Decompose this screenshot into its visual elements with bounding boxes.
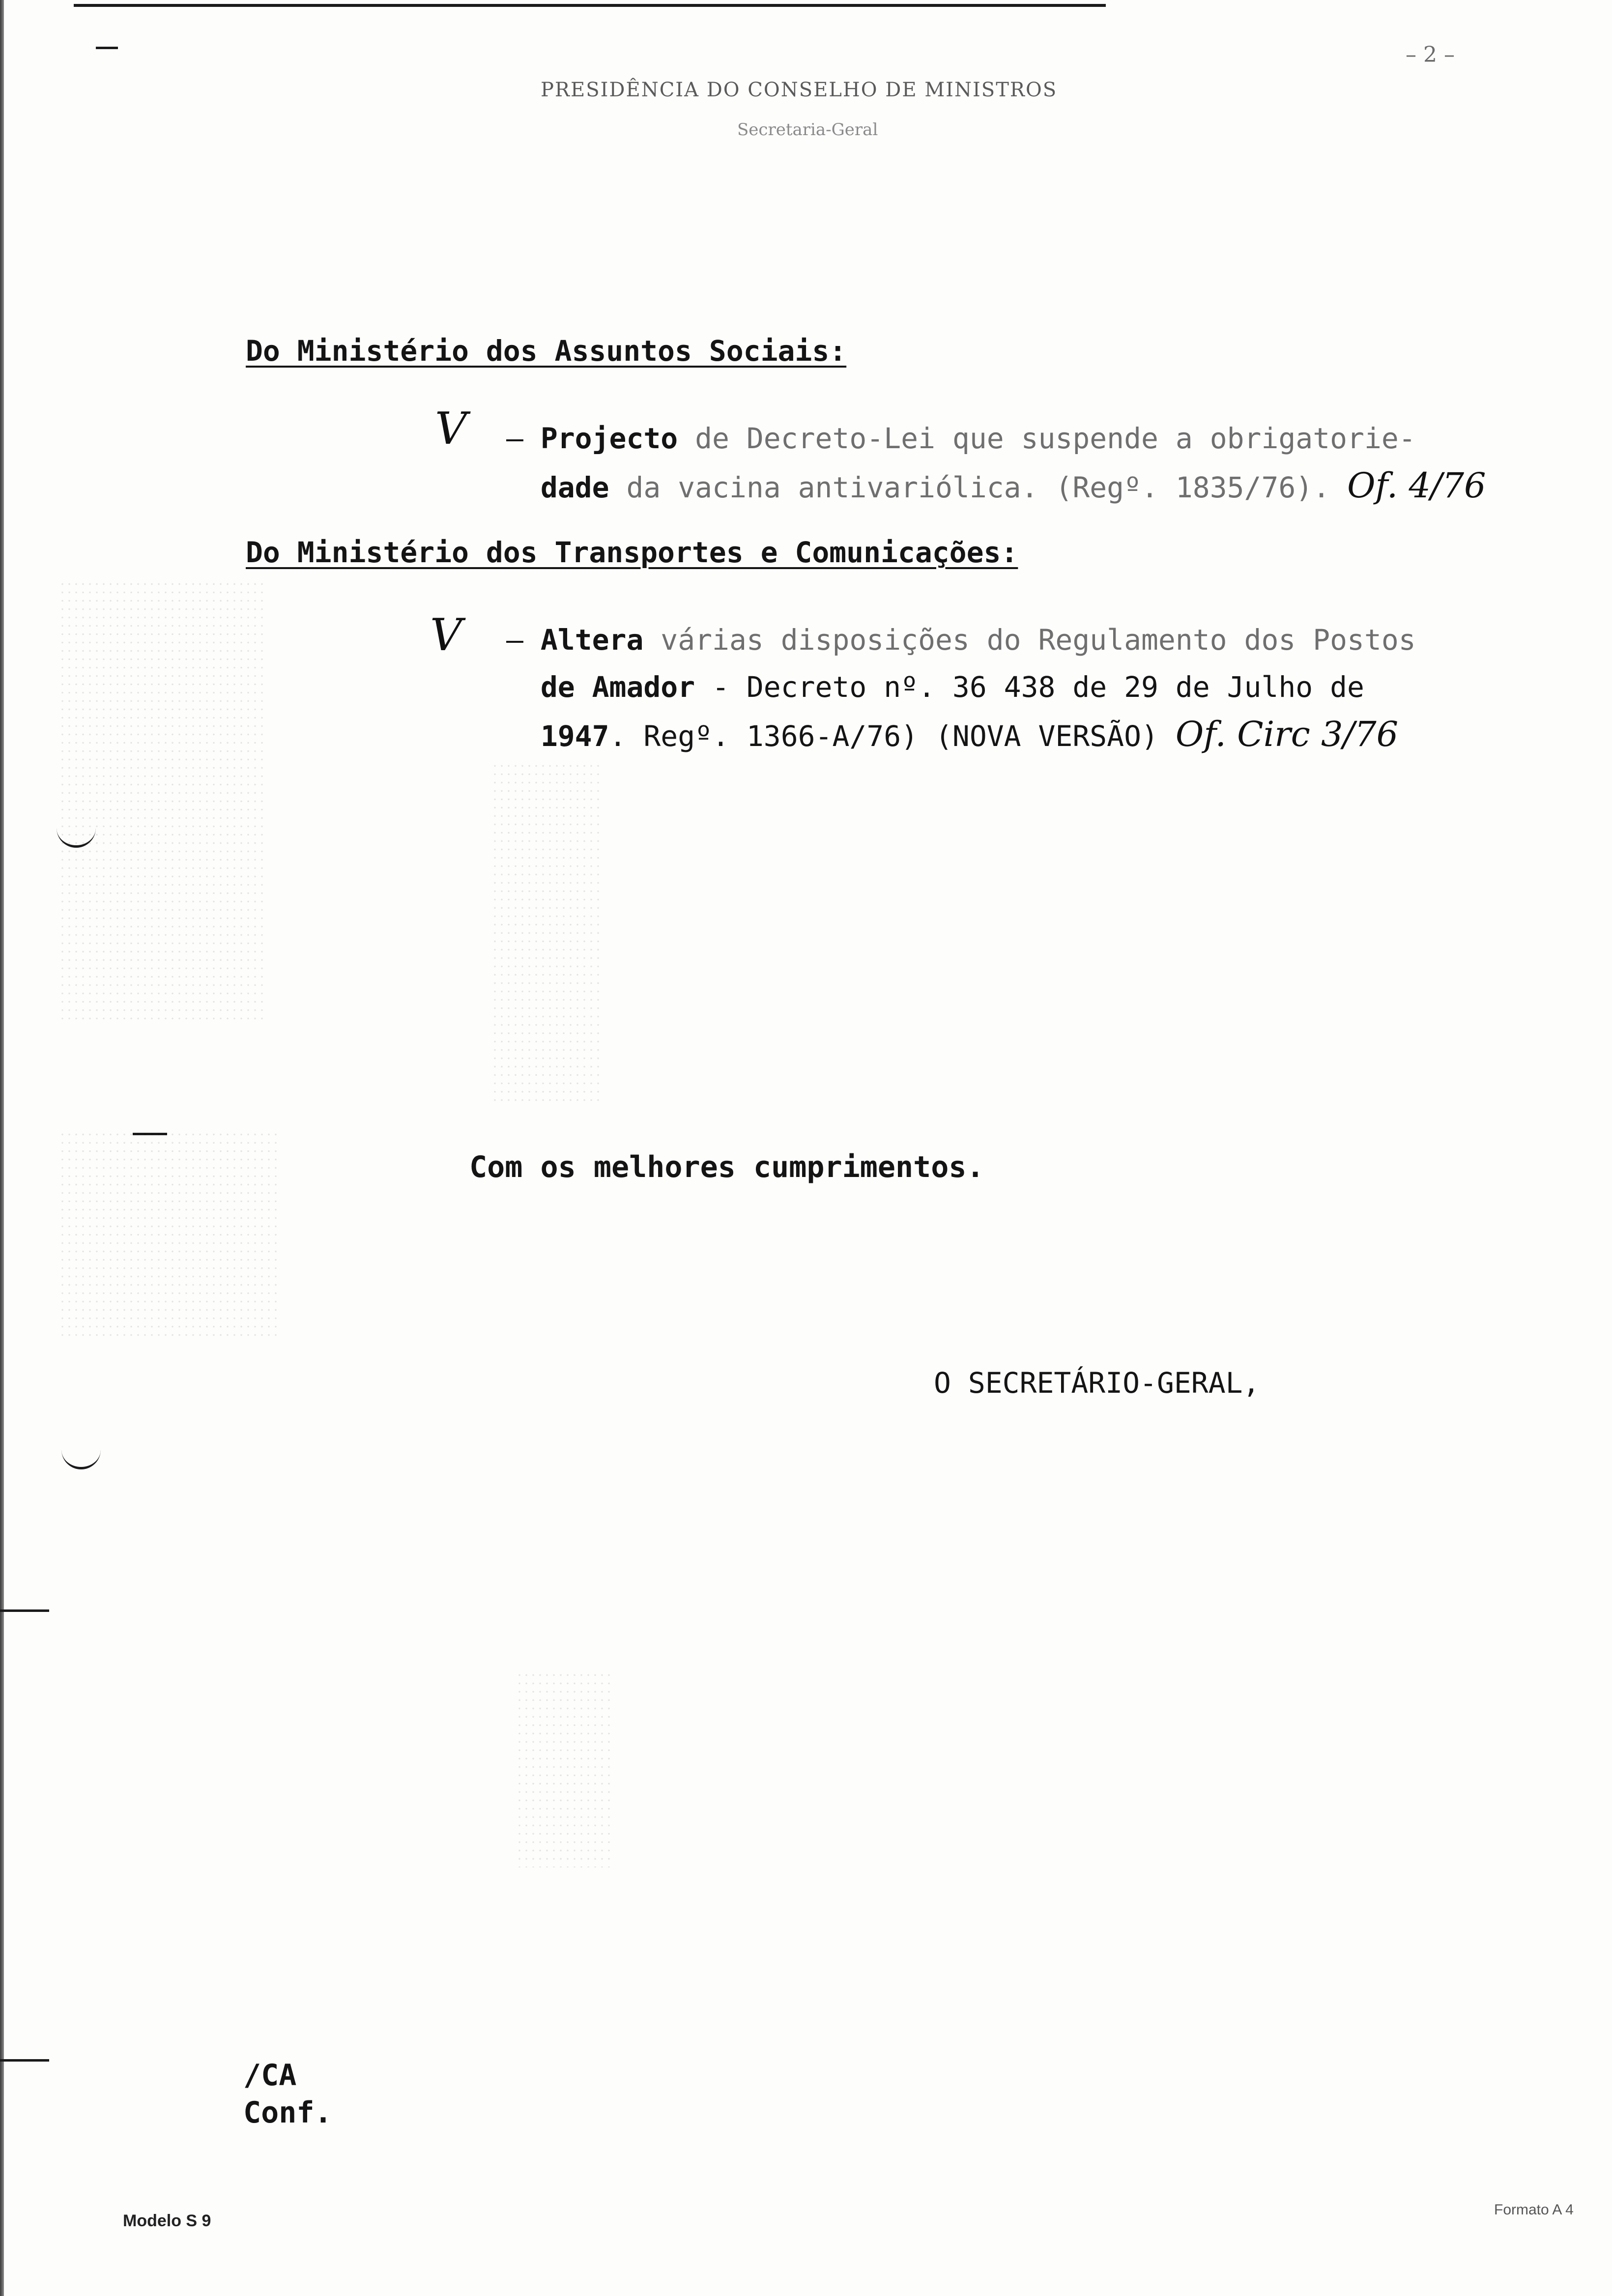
list-item xyxy=(506,616,1563,760)
scan-noise xyxy=(516,1671,614,1867)
item-line: 1947. Regº. 1366-A/76) (NOVA VERSÃO) Of. Circ 3/76 xyxy=(540,714,1399,754)
scan-edge-arc xyxy=(61,1447,101,1469)
scan-top-rule xyxy=(74,4,1106,7)
letterhead-title: PRESIDÊNCIA DO CONSELHO DE MINISTROS xyxy=(541,79,1058,101)
item-line: – Projecto de Decreto-Lei que suspende a obrigatorie- xyxy=(506,422,1416,455)
initials-line: Conf. xyxy=(243,2095,332,2130)
item-line: – Altera várias disposições do Regulamento dos Postos xyxy=(506,623,1416,657)
initials-line: /CA xyxy=(243,2058,297,2093)
scan-noise xyxy=(59,580,265,1022)
item-line: de Amador - Decreto nº. 36 438 de 29 de Julho de xyxy=(540,670,1364,704)
check-mark-icon: V xyxy=(435,403,467,455)
handwritten-note: Of. Circ 3/76 xyxy=(1175,714,1399,754)
form-model-label: Modelo S 9 xyxy=(123,2211,211,2230)
typist-initials xyxy=(243,2057,332,2131)
section-heading-assuntos-sociais: Do Ministério dos Assuntos Sociais: xyxy=(246,334,847,368)
handwritten-note: Of. 4/76 xyxy=(1347,465,1486,506)
letterhead xyxy=(541,79,1130,140)
paper-format-label: Formato A 4 xyxy=(1494,2202,1574,2218)
section-heading-transportes: Do Ministério dos Transportes e Comunicações: xyxy=(246,536,1018,569)
page-number: – 2 – xyxy=(1406,42,1455,67)
scan-left-edge xyxy=(0,0,4,2296)
closing-greeting: Com os melhores cumprimentos. xyxy=(469,1150,984,1184)
scan-edge-mark xyxy=(96,47,118,49)
signatory-title: O SECRETÁRIO-GERAL, xyxy=(934,1366,1260,1400)
scan-edge-mark xyxy=(0,1609,49,1612)
item-line: dade da vacina antivariólica. (Regº. 1835/76). Of. 4/76 xyxy=(540,465,1486,506)
list-item xyxy=(506,415,1563,511)
scan-noise xyxy=(491,762,600,1106)
letterhead-subtitle: Secretaria-Geral xyxy=(737,120,878,140)
scan-edge-mark xyxy=(0,2059,49,2062)
check-mark-icon: V xyxy=(430,609,462,661)
scan-noise xyxy=(59,1130,280,1337)
